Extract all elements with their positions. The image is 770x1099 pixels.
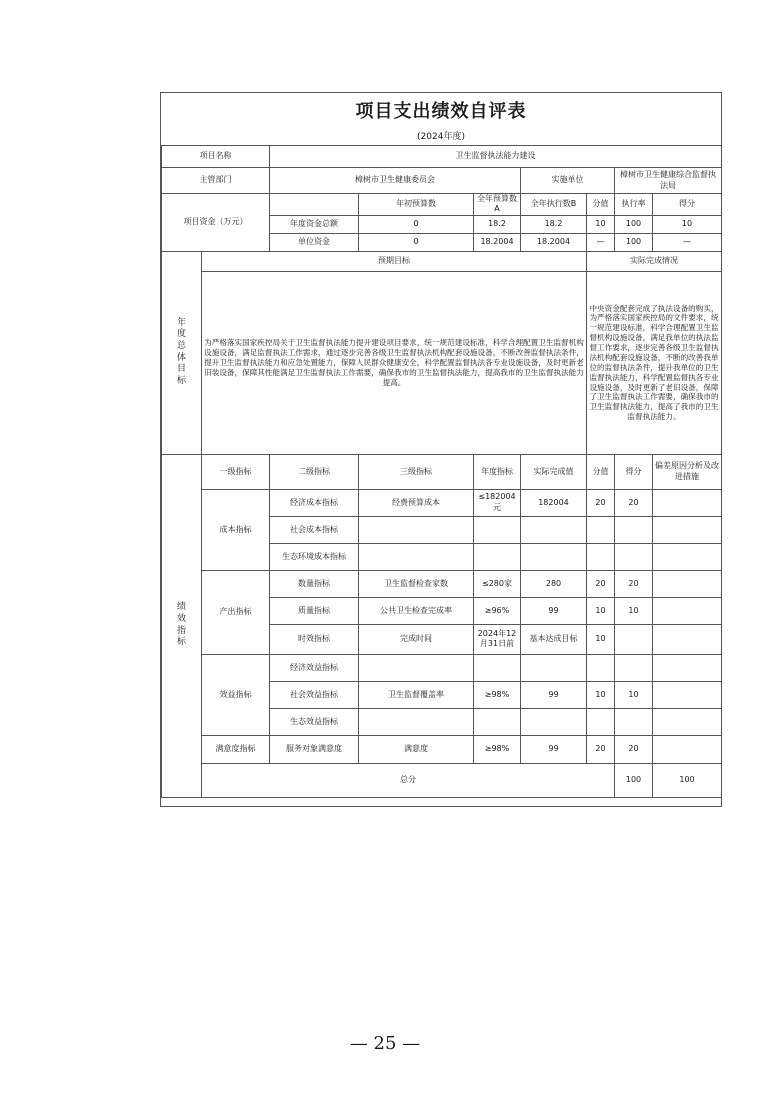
- level3-cell: 卫生监督覆盖率: [359, 681, 474, 708]
- level2-cell: 数量指标: [270, 570, 359, 597]
- analysis-cell: [653, 570, 722, 597]
- level3-cell: [359, 654, 474, 681]
- total-score: 100: [615, 763, 653, 797]
- total-row: [162, 763, 722, 797]
- analysis-cell: [653, 624, 722, 654]
- score-cell: 10: [587, 681, 615, 708]
- department-label: 主管部门: [162, 168, 270, 194]
- funds-row-got: —: [653, 233, 722, 251]
- level2-cell: 质量指标: [270, 597, 359, 624]
- goals-actual-text: 中央资金配套完成了执法设备的购买，为严格落实国家疾控局的文件要求，统一规范建设标准，科学合理配置卫生监督机构设施设备，满足我单位的执法监督工作要求，逐步完善各级卫生监督执法机构配套设施设备，不断的改善我单位的监督执法条件，提升我单位的卫生监督执法能力，科学配置监督执各专业设施设备，及时更新了老旧设备，保障了卫生监督执法工作需要，确保我市的卫生监督执法能力，提高了我市的卫生监督执法能力。: [587, 271, 722, 454]
- funds-blank: [270, 194, 359, 216]
- project-name-label: 项目名称: [162, 146, 270, 168]
- analysis-cell: [653, 516, 722, 543]
- level3-cell: [359, 543, 474, 570]
- level3-cell: [359, 708, 474, 735]
- funds-row-initial: 0: [359, 233, 474, 251]
- goals-label: 年度总体目标: [162, 251, 202, 454]
- header-target: 年度指标: [474, 454, 521, 489]
- funds-row-name: 年度资金总额: [270, 215, 359, 233]
- level3-cell: 公共卫生检查完成率: [359, 597, 474, 624]
- header-level3: 三级指标: [359, 454, 474, 489]
- level2-cell: 服务对象满意度: [270, 735, 359, 763]
- actual-cell: [521, 516, 587, 543]
- actual-cell: [521, 543, 587, 570]
- goals-header-row: [162, 251, 722, 271]
- target-cell: ≤182004元: [474, 489, 521, 516]
- funds-header-rate: 执行率: [615, 194, 653, 216]
- goals-text-row: [162, 271, 722, 454]
- analysis-cell: [653, 708, 722, 735]
- department-row: [162, 168, 722, 194]
- score-cell: [587, 654, 615, 681]
- target-cell: ≥96%: [474, 597, 521, 624]
- level1-satisfaction: 满意度指标: [202, 735, 270, 763]
- got-cell: [615, 624, 653, 654]
- level1-benefit: 效益指标: [202, 654, 270, 735]
- funds-row-initial: 0: [359, 215, 474, 233]
- funds-header-score: 分值: [587, 194, 615, 216]
- got-cell: 10: [615, 681, 653, 708]
- target-cell: ≥98%: [474, 735, 521, 763]
- got-cell: 10: [615, 597, 653, 624]
- funds-row-executed: 18.2004: [521, 233, 587, 251]
- funds-label: 项目资金（万元）: [162, 194, 270, 252]
- target-cell: [474, 516, 521, 543]
- funds-header-executed: 全年执行数B: [521, 194, 587, 216]
- indicator-row: [162, 570, 722, 597]
- level3-cell: 卫生监督检查家数: [359, 570, 474, 597]
- score-cell: 20: [587, 735, 615, 763]
- page-title: 项目支出绩效自评表: [355, 101, 527, 122]
- actual-cell: [521, 708, 587, 735]
- project-name-value: 卫生监督执法能力建设: [270, 146, 722, 168]
- score-cell: [587, 708, 615, 735]
- impl-unit-value: 樟树市卫生健康综合监督执法局: [615, 168, 722, 194]
- goals-expected-label: 预期目标: [202, 251, 587, 271]
- target-cell: [474, 543, 521, 570]
- score-cell: 10: [587, 624, 615, 654]
- actual-cell: 基本达成目标: [521, 624, 587, 654]
- score-cell: 10: [587, 597, 615, 624]
- level3-cell: 满意度: [359, 735, 474, 763]
- target-cell: 2024年12月31日前: [474, 624, 521, 654]
- got-cell: 20: [615, 735, 653, 763]
- level2-cell: 社会效益指标: [270, 681, 359, 708]
- got-cell: [615, 654, 653, 681]
- score-cell: [587, 516, 615, 543]
- goals-expected-text: 为严格落实国家疾控局关于卫生监督执法能力提升建设项目要求，统一规范建设标准，科学合理配置卫生监督机构设施设备，满足监督执法工作需求，通过逐步完善各级卫生监督执法机构配套设施设备，不断改善监督执法条件，提升卫生监督执法能力和应急处置能力，保障人民群众健康安全，科学配置监督执法各专业设施设备，及时更新老旧装设备，保障其性能满足卫生监督执法工作需要，确保我市的卫生监督执法能力，提高我市的卫生监督执法能力提高。: [202, 271, 587, 454]
- funds-row-score: —: [587, 233, 615, 251]
- actual-cell: 99: [521, 681, 587, 708]
- header-got: 得分: [615, 454, 653, 489]
- level2-cell: 经济成本指标: [270, 489, 359, 516]
- level1-output: 产出指标: [202, 570, 270, 654]
- level2-cell: 生态环境成本指标: [270, 543, 359, 570]
- funds-row-executed: 18.2: [521, 215, 587, 233]
- analysis-cell: [653, 597, 722, 624]
- project-name-row: [162, 146, 722, 168]
- level2-cell: 生态效益指标: [270, 708, 359, 735]
- score-cell: 20: [587, 489, 615, 516]
- goals-actual-label: 实际完成情况: [587, 251, 722, 271]
- level3-cell: 经费预算成本: [359, 489, 474, 516]
- total-label: 总分: [202, 763, 615, 797]
- indicator-row: [162, 735, 722, 763]
- indicator-row: [162, 489, 722, 516]
- analysis-cell: [653, 735, 722, 763]
- level2-cell: 经济效益指标: [270, 654, 359, 681]
- funds-header-row: [162, 194, 722, 216]
- indicators-label: 绩效指标: [162, 454, 202, 797]
- department-value: 樟树市卫生健康委员会: [270, 168, 521, 194]
- year-label: (2024年度): [417, 131, 465, 142]
- level2-cell: 社会成本指标: [270, 516, 359, 543]
- impl-unit-label: 实施单位: [521, 168, 615, 194]
- header-actual: 实际完成值: [521, 454, 587, 489]
- got-cell: [615, 516, 653, 543]
- evaluation-table: [161, 145, 722, 798]
- got-cell: 20: [615, 489, 653, 516]
- funds-row-rate: 100: [615, 233, 653, 251]
- score-cell: [587, 543, 615, 570]
- actual-cell: 99: [521, 597, 587, 624]
- funds-row-annual: 18.2: [474, 215, 521, 233]
- funds-row-annual: 18.2004: [474, 233, 521, 251]
- analysis-cell: [653, 681, 722, 708]
- target-cell: [474, 708, 521, 735]
- target-cell: [474, 654, 521, 681]
- level2-cell: 时效指标: [270, 624, 359, 654]
- actual-cell: 280: [521, 570, 587, 597]
- indicator-row: [162, 654, 722, 681]
- level3-cell: 完成时间: [359, 624, 474, 654]
- target-cell: ≤280家: [474, 570, 521, 597]
- funds-row-score: 10: [587, 215, 615, 233]
- actual-cell: [521, 654, 587, 681]
- indicator-header-row: [162, 454, 722, 489]
- analysis-cell: [653, 654, 722, 681]
- funds-header-annual: 全年预算数A: [474, 194, 521, 216]
- funds-row-name: 单位资金: [270, 233, 359, 251]
- funds-row-got: 10: [653, 215, 722, 233]
- evaluation-sheet: [160, 92, 722, 807]
- level1-cost: 成本指标: [202, 489, 270, 570]
- funds-row-rate: 100: [615, 215, 653, 233]
- funds-header-got: 得分: [653, 194, 722, 216]
- analysis-cell: [653, 489, 722, 516]
- total-got: 100: [653, 763, 722, 797]
- level3-cell: [359, 516, 474, 543]
- page-number: — 25 —: [349, 1033, 421, 1054]
- got-cell: [615, 708, 653, 735]
- actual-cell: 182004: [521, 489, 587, 516]
- score-cell: 20: [587, 570, 615, 597]
- header-score: 分值: [587, 454, 615, 489]
- target-cell: ≥98%: [474, 681, 521, 708]
- header-level2: 二级指标: [270, 454, 359, 489]
- got-cell: 20: [615, 570, 653, 597]
- header-analysis: 偏差原因分析及改进措施: [653, 454, 722, 489]
- funds-header-initial: 年初预算数: [359, 194, 474, 216]
- analysis-cell: [653, 543, 722, 570]
- got-cell: [615, 543, 653, 570]
- actual-cell: 99: [521, 735, 587, 763]
- header-level1: 一级指标: [202, 454, 270, 489]
